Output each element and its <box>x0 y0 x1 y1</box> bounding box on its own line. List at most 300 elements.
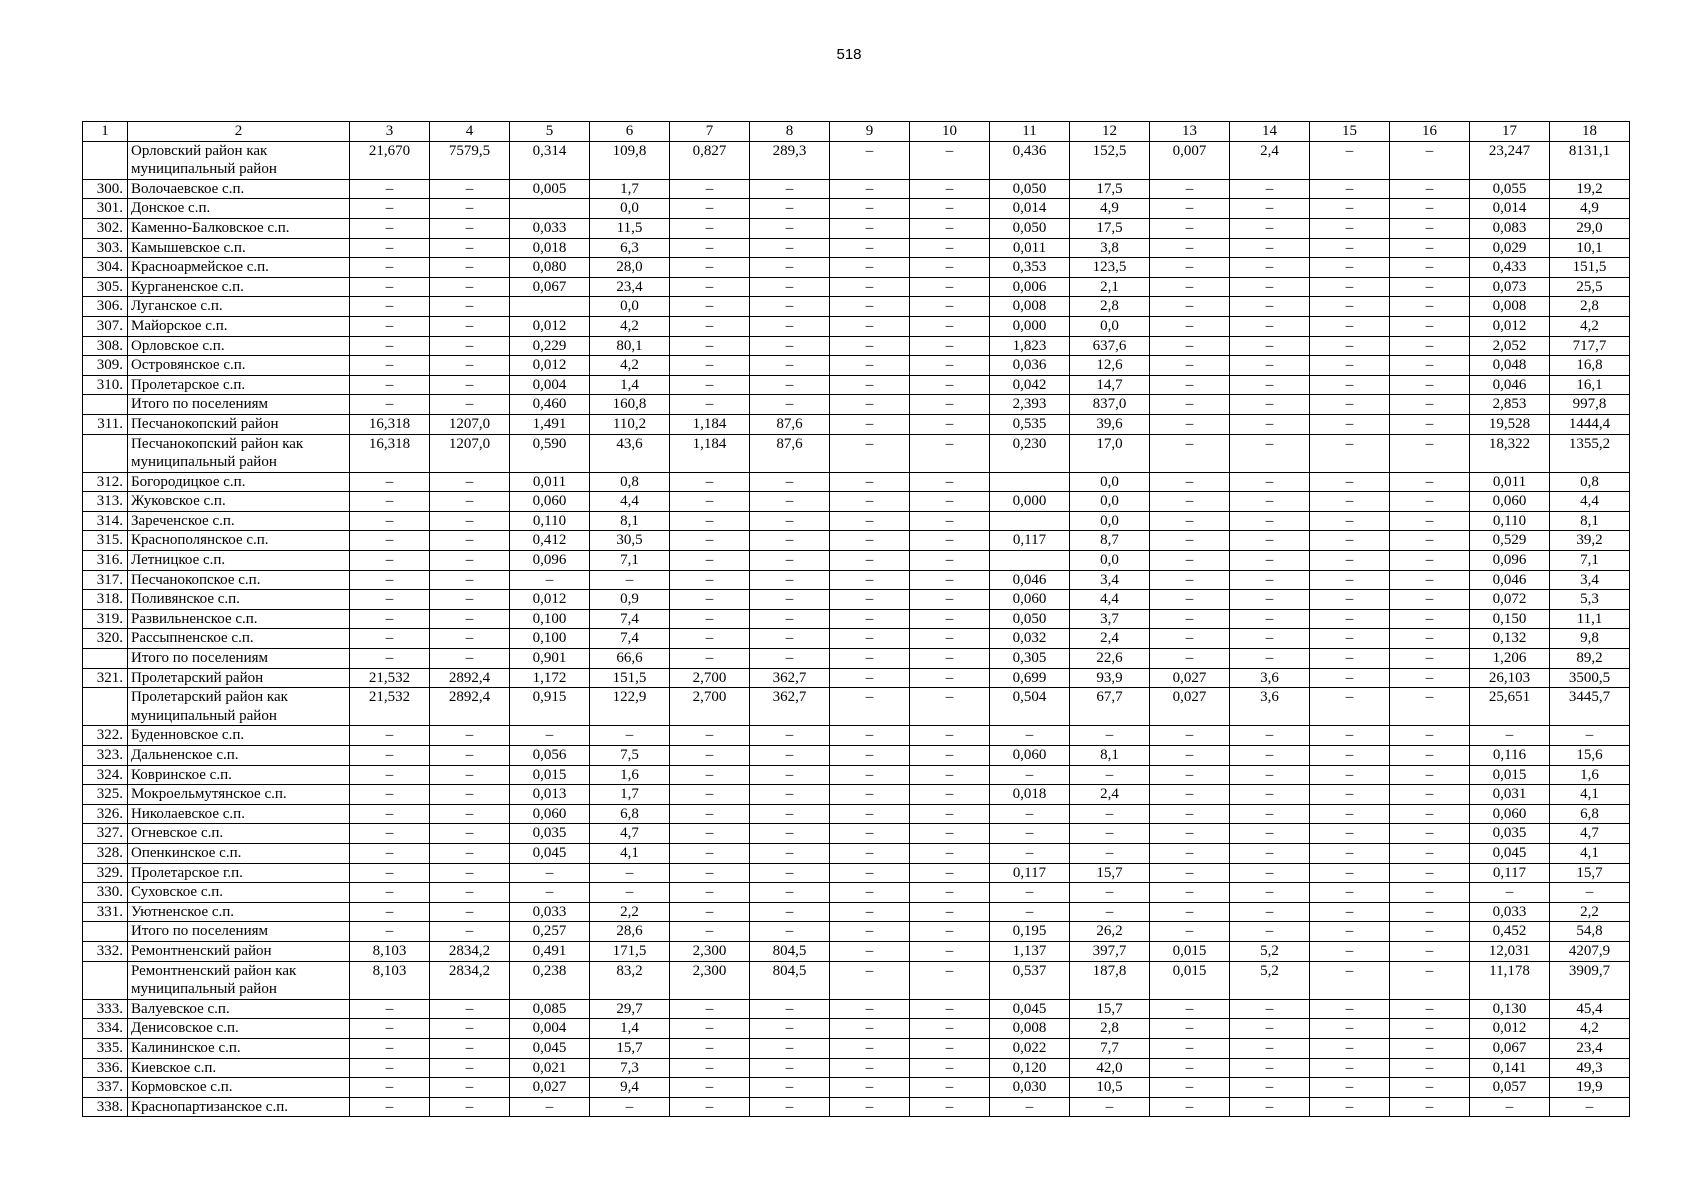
value-cell: 0,013 <box>510 785 590 805</box>
value-cell: – <box>1150 531 1230 551</box>
value-cell: – <box>750 649 830 669</box>
value-cell: 15,7 <box>1550 863 1630 883</box>
value-cell: – <box>990 843 1070 863</box>
table-row <box>83 726 1630 746</box>
value-cell: – <box>1310 922 1390 942</box>
table-row <box>83 941 1630 961</box>
table-row <box>83 414 1630 434</box>
value-cell: – <box>1230 356 1310 376</box>
value-cell: – <box>910 668 990 688</box>
table-row <box>83 492 1630 512</box>
settlement-name-cell: Рассыпненское с.п. <box>128 629 350 649</box>
value-cell: 0,033 <box>510 218 590 238</box>
value-cell: 89,2 <box>1550 649 1630 669</box>
table-row <box>83 863 1630 883</box>
value-cell: – <box>1150 863 1230 883</box>
value-cell: – <box>1230 999 1310 1019</box>
value-cell: – <box>1230 277 1310 297</box>
value-cell: – <box>1230 1038 1310 1058</box>
value-cell: – <box>910 531 990 551</box>
value-cell: – <box>1390 922 1470 942</box>
value-cell: – <box>1390 570 1470 590</box>
value-cell: – <box>750 570 830 590</box>
value-cell: 2834,2 <box>430 961 510 999</box>
value-cell: – <box>670 356 750 376</box>
value-cell: 5,2 <box>1230 941 1310 961</box>
settlement-name-cell: Островянское с.п. <box>128 356 350 376</box>
value-cell: – <box>830 999 910 1019</box>
value-cell: 1,4 <box>590 1019 670 1039</box>
row-number-cell: 311. <box>83 414 128 434</box>
value-cell: – <box>830 336 910 356</box>
value-cell: 0,050 <box>990 218 1070 238</box>
value-cell: 0,460 <box>510 395 590 415</box>
row-number-cell: 338. <box>83 1097 128 1117</box>
settlement-name-cell: Буденновское с.п. <box>128 726 350 746</box>
value-cell: – <box>1150 824 1230 844</box>
value-cell: – <box>670 179 750 199</box>
value-cell: – <box>1390 395 1470 415</box>
value-cell: 8131,1 <box>1550 141 1630 179</box>
value-cell: – <box>1070 883 1150 903</box>
table-row <box>83 668 1630 688</box>
table-row <box>83 785 1630 805</box>
row-number-cell: 318. <box>83 590 128 610</box>
value-cell: – <box>750 629 830 649</box>
value-cell: – <box>830 649 910 669</box>
value-cell: – <box>1150 785 1230 805</box>
value-cell: 83,2 <box>590 961 670 999</box>
value-cell: – <box>830 804 910 824</box>
column-number-cell: 7 <box>670 122 750 142</box>
value-cell: – <box>910 336 990 356</box>
value-cell: 0,029 <box>1470 238 1550 258</box>
row-number-cell: 333. <box>83 999 128 1019</box>
value-cell: 0,042 <box>990 375 1070 395</box>
value-cell: – <box>430 277 510 297</box>
value-cell: 18,322 <box>1470 434 1550 472</box>
value-cell: – <box>1310 395 1390 415</box>
value-cell: – <box>350 785 430 805</box>
value-cell: 0,072 <box>1470 590 1550 610</box>
value-cell: 2,300 <box>670 941 750 961</box>
table-row <box>83 434 1630 472</box>
row-number-cell <box>83 434 128 472</box>
value-cell: – <box>350 375 430 395</box>
value-cell: – <box>910 414 990 434</box>
value-cell: 0,110 <box>1470 511 1550 531</box>
row-number-cell: 313. <box>83 492 128 512</box>
value-cell: – <box>350 179 430 199</box>
page-number: 518 <box>836 46 862 63</box>
value-cell: – <box>350 746 430 766</box>
row-number-cell: 303. <box>83 238 128 258</box>
value-cell: – <box>910 511 990 531</box>
value-cell: – <box>350 999 430 1019</box>
value-cell: – <box>1390 999 1470 1019</box>
value-cell: – <box>750 1097 830 1117</box>
value-cell: – <box>350 277 430 297</box>
value-cell: – <box>990 1097 1070 1117</box>
value-cell: – <box>1230 434 1310 472</box>
value-cell: – <box>1230 785 1310 805</box>
row-number-cell: 314. <box>83 511 128 531</box>
value-cell: 0,8 <box>590 472 670 492</box>
row-number-cell: 325. <box>83 785 128 805</box>
value-cell: – <box>910 297 990 317</box>
value-cell: – <box>1310 804 1390 824</box>
value-cell: – <box>910 609 990 629</box>
value-cell: 0,012 <box>510 316 590 336</box>
value-cell: – <box>1230 883 1310 903</box>
value-cell: 0,117 <box>990 863 1070 883</box>
value-cell: 0,537 <box>990 961 1070 999</box>
value-cell: – <box>1310 1078 1390 1098</box>
value-cell: – <box>1310 785 1390 805</box>
value-cell: – <box>750 492 830 512</box>
value-cell: – <box>1230 629 1310 649</box>
value-cell: 4,1 <box>1550 843 1630 863</box>
table-row <box>83 356 1630 376</box>
row-number-cell: 324. <box>83 765 128 785</box>
value-cell: 3,4 <box>1070 570 1150 590</box>
value-cell: – <box>1150 179 1230 199</box>
value-cell: 28,6 <box>590 922 670 942</box>
value-cell: 0,0 <box>1070 551 1150 571</box>
table-row <box>83 609 1630 629</box>
value-cell: – <box>1550 1097 1630 1117</box>
value-cell: – <box>1150 590 1230 610</box>
value-cell: – <box>1230 511 1310 531</box>
table-row <box>83 395 1630 415</box>
table-row <box>83 1097 1630 1117</box>
value-cell: 0,056 <box>510 746 590 766</box>
column-number-cell: 17 <box>1470 122 1550 142</box>
value-cell: – <box>1310 668 1390 688</box>
value-cell: – <box>750 824 830 844</box>
row-number-cell: 334. <box>83 1019 128 1039</box>
value-cell: 0,130 <box>1470 999 1550 1019</box>
value-cell: – <box>590 570 670 590</box>
value-cell: – <box>430 316 510 336</box>
settlement-name-cell: Развильненское с.п. <box>128 609 350 629</box>
table-row <box>83 765 1630 785</box>
row-number-cell: 332. <box>83 941 128 961</box>
value-cell: – <box>350 590 430 610</box>
value-cell: – <box>1390 472 1470 492</box>
value-cell: 10,1 <box>1550 238 1630 258</box>
value-cell: – <box>750 395 830 415</box>
value-cell: – <box>1310 179 1390 199</box>
value-cell: 0,035 <box>510 824 590 844</box>
value-cell: – <box>1310 492 1390 512</box>
value-cell <box>990 511 1070 531</box>
value-cell: 12,031 <box>1470 941 1550 961</box>
value-cell: 15,7 <box>1070 863 1150 883</box>
row-number-cell: 319. <box>83 609 128 629</box>
value-cell: – <box>350 609 430 629</box>
row-number-cell: 321. <box>83 668 128 688</box>
value-cell: 5,2 <box>1230 961 1310 999</box>
table-row <box>83 629 1630 649</box>
value-cell: 0,015 <box>510 765 590 785</box>
value-cell: – <box>910 765 990 785</box>
value-cell: 0,0 <box>1070 316 1150 336</box>
value-cell: – <box>1390 258 1470 278</box>
row-number-cell: 309. <box>83 356 128 376</box>
value-cell: – <box>1230 765 1310 785</box>
value-cell: 4,9 <box>1550 199 1630 219</box>
value-cell: – <box>1230 492 1310 512</box>
value-cell: 0,353 <box>990 258 1070 278</box>
value-cell: – <box>750 883 830 903</box>
value-cell: – <box>350 1058 430 1078</box>
value-cell: 0,060 <box>510 804 590 824</box>
value-cell: – <box>1390 590 1470 610</box>
value-cell: – <box>830 843 910 863</box>
settlement-name-cell: Волочаевское с.п. <box>128 179 350 199</box>
value-cell: – <box>1390 218 1470 238</box>
value-cell: 4,7 <box>1550 824 1630 844</box>
value-cell: – <box>430 726 510 746</box>
value-cell: 0,110 <box>510 511 590 531</box>
value-cell: 0,057 <box>1470 1078 1550 1098</box>
value-cell: 0,915 <box>510 688 590 726</box>
value-cell: – <box>1150 883 1230 903</box>
value-cell: – <box>430 999 510 1019</box>
value-cell: 16,8 <box>1550 356 1630 376</box>
value-cell: – <box>430 531 510 551</box>
value-cell: 3,7 <box>1070 609 1150 629</box>
value-cell: – <box>1230 649 1310 669</box>
value-cell: – <box>750 1078 830 1098</box>
value-cell: – <box>830 179 910 199</box>
row-number-cell: 304. <box>83 258 128 278</box>
data-table <box>82 121 1630 1117</box>
value-cell: 21,532 <box>350 688 430 726</box>
value-cell: – <box>1150 999 1230 1019</box>
column-number-cell: 4 <box>430 122 510 142</box>
value-cell: – <box>1230 375 1310 395</box>
value-cell: 1,184 <box>670 414 750 434</box>
value-cell: 0,132 <box>1470 629 1550 649</box>
value-cell: – <box>1390 1019 1470 1039</box>
value-cell: – <box>1150 199 1230 219</box>
column-number-cell: 15 <box>1310 122 1390 142</box>
value-cell: 11,178 <box>1470 961 1550 999</box>
value-cell: 8,103 <box>350 941 430 961</box>
row-number-cell <box>83 141 128 179</box>
settlement-name-cell: Песчанокопское с.п. <box>128 570 350 590</box>
value-cell: 15,7 <box>1070 999 1150 1019</box>
value-cell: – <box>910 258 990 278</box>
value-cell: – <box>350 902 430 922</box>
value-cell: 3445,7 <box>1550 688 1630 726</box>
value-cell: 66,6 <box>590 649 670 669</box>
value-cell: 0,033 <box>1470 902 1550 922</box>
value-cell: – <box>910 277 990 297</box>
value-cell: – <box>1390 843 1470 863</box>
value-cell: – <box>910 922 990 942</box>
value-cell: – <box>350 765 430 785</box>
value-cell: – <box>910 570 990 590</box>
value-cell: – <box>1310 570 1390 590</box>
value-cell: 110,2 <box>590 414 670 434</box>
value-cell: – <box>1310 511 1390 531</box>
value-cell: 0,004 <box>510 375 590 395</box>
value-cell: 0,021 <box>510 1058 590 1078</box>
value-cell: – <box>1070 765 1150 785</box>
settlement-name-cell: Пролетарское г.п. <box>128 863 350 883</box>
value-cell: – <box>1070 843 1150 863</box>
value-cell: 0,036 <box>990 356 1070 376</box>
value-cell: 0,060 <box>1470 492 1550 512</box>
value-cell: 122,9 <box>590 688 670 726</box>
value-cell: – <box>750 902 830 922</box>
column-number-cell: 9 <box>830 122 910 142</box>
value-cell: – <box>430 843 510 863</box>
table-row <box>83 843 1630 863</box>
value-cell: – <box>830 922 910 942</box>
value-cell: 0,018 <box>990 785 1070 805</box>
value-cell: – <box>910 999 990 1019</box>
column-number-cell: 14 <box>1230 122 1310 142</box>
value-cell: – <box>750 551 830 571</box>
value-cell: 0,027 <box>510 1078 590 1098</box>
value-cell: – <box>830 414 910 434</box>
row-number-cell <box>83 922 128 942</box>
value-cell: 19,9 <box>1550 1078 1630 1098</box>
value-cell: – <box>1310 902 1390 922</box>
value-cell: 0,015 <box>1470 765 1550 785</box>
value-cell: 0,827 <box>670 141 750 179</box>
value-cell: 0,096 <box>1470 551 1550 571</box>
value-cell: – <box>1310 414 1390 434</box>
value-cell: – <box>1390 688 1470 726</box>
value-cell: 2,052 <box>1470 336 1550 356</box>
value-cell: – <box>1070 726 1150 746</box>
value-cell: 7,4 <box>590 609 670 629</box>
value-cell: – <box>1470 1097 1550 1117</box>
value-cell: 1,823 <box>990 336 1070 356</box>
value-cell: – <box>750 1058 830 1078</box>
value-cell: 0,080 <box>510 258 590 278</box>
row-number-cell: 336. <box>83 1058 128 1078</box>
value-cell: 12,6 <box>1070 356 1150 376</box>
value-cell: – <box>830 511 910 531</box>
value-cell: – <box>1390 316 1470 336</box>
settlement-name-cell: Опенкинское с.п. <box>128 843 350 863</box>
value-cell: – <box>1150 336 1230 356</box>
row-number-cell <box>83 649 128 669</box>
value-cell: 1355,2 <box>1550 434 1630 472</box>
settlement-name-cell: Калининское с.п. <box>128 1038 350 1058</box>
value-cell: – <box>1150 297 1230 317</box>
value-cell: – <box>1390 492 1470 512</box>
value-cell: 3500,5 <box>1550 668 1630 688</box>
value-cell: – <box>670 1078 750 1098</box>
value-cell: – <box>830 395 910 415</box>
settlement-name-cell: Майорское с.п. <box>128 316 350 336</box>
value-cell: 0,305 <box>990 649 1070 669</box>
value-cell: 1,4 <box>590 375 670 395</box>
value-cell: – <box>750 218 830 238</box>
value-cell: – <box>350 472 430 492</box>
value-cell: – <box>430 824 510 844</box>
value-cell: – <box>430 863 510 883</box>
row-number-cell: 330. <box>83 883 128 903</box>
value-cell: 8,7 <box>1070 531 1150 551</box>
settlement-name-cell: Камышевское с.п. <box>128 238 350 258</box>
value-cell: 0,015 <box>1150 941 1230 961</box>
value-cell: 0,0 <box>590 297 670 317</box>
value-cell: – <box>430 1097 510 1117</box>
table-row <box>83 883 1630 903</box>
value-cell: 0,005 <box>510 179 590 199</box>
value-cell: – <box>1150 551 1230 571</box>
value-cell: 0,100 <box>510 629 590 649</box>
value-cell: – <box>830 141 910 179</box>
value-cell: – <box>830 765 910 785</box>
row-number-cell: 301. <box>83 199 128 219</box>
value-cell: 0,008 <box>1470 297 1550 317</box>
value-cell: – <box>1390 804 1470 824</box>
value-cell: 0,030 <box>990 1078 1070 1098</box>
value-cell: – <box>430 1038 510 1058</box>
value-cell: – <box>990 902 1070 922</box>
row-number-cell: 312. <box>83 472 128 492</box>
value-cell: – <box>350 297 430 317</box>
value-cell: – <box>350 629 430 649</box>
table-row <box>83 179 1630 199</box>
value-cell: – <box>1470 883 1550 903</box>
value-cell: 14,7 <box>1070 375 1150 395</box>
value-cell: – <box>430 258 510 278</box>
value-cell: – <box>1310 1097 1390 1117</box>
value-cell: 4,9 <box>1070 199 1150 219</box>
value-cell: – <box>350 316 430 336</box>
value-cell: – <box>910 824 990 844</box>
value-cell: – <box>1390 902 1470 922</box>
value-cell: – <box>830 863 910 883</box>
table-row <box>83 511 1630 531</box>
value-cell: – <box>1390 511 1470 531</box>
value-cell: – <box>1390 336 1470 356</box>
value-cell: – <box>910 746 990 766</box>
row-number-cell <box>83 395 128 415</box>
value-cell: 1207,0 <box>430 414 510 434</box>
value-cell: 0,008 <box>990 1019 1070 1039</box>
value-cell: 2834,2 <box>430 941 510 961</box>
value-cell: 0,229 <box>510 336 590 356</box>
value-cell: – <box>910 590 990 610</box>
value-cell: 1,7 <box>590 785 670 805</box>
value-cell: – <box>1150 277 1230 297</box>
settlement-name-cell: Зареченское с.п. <box>128 511 350 531</box>
table-row <box>83 199 1630 219</box>
table-row <box>83 1019 1630 1039</box>
table-row <box>83 922 1630 942</box>
value-cell: – <box>430 218 510 238</box>
value-cell: – <box>1150 629 1230 649</box>
value-cell: 7,1 <box>1550 551 1630 571</box>
value-cell: – <box>1310 609 1390 629</box>
value-cell: – <box>910 472 990 492</box>
value-cell: 0,000 <box>990 492 1070 512</box>
value-cell: 0,008 <box>990 297 1070 317</box>
value-cell: 54,8 <box>1550 922 1630 942</box>
value-cell: 4,2 <box>590 356 670 376</box>
